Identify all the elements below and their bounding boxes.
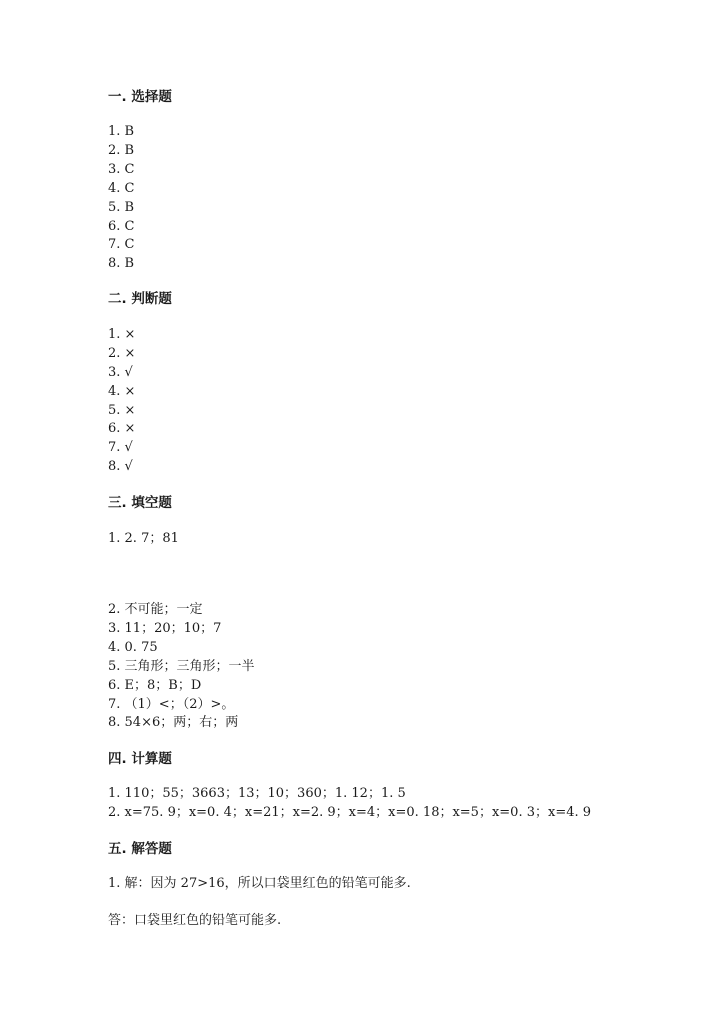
judgment-answer-4: 4. × — [108, 384, 136, 399]
judgment-answer-2: 2. × — [108, 346, 136, 361]
section-title-fill-blank: 三. 填空题 — [108, 495, 172, 511]
judgment-answer-1: 1. × — [108, 327, 136, 342]
solution-answer: 答：口袋里红色的铅笔可能多. — [108, 913, 282, 928]
solution-step-1: 1. 解：因为 27>16，所以口袋里红色的铅笔可能多. — [108, 876, 411, 891]
choice-answer-2: 2. B — [108, 143, 135, 158]
judgment-answer-3: 3. √ — [108, 365, 133, 380]
section-title-calculation: 四. 计算题 — [108, 751, 172, 767]
choice-answer-3: 3. C — [108, 162, 135, 177]
fill-answer-5: 5. 三角形；三角形；一半 — [108, 659, 255, 674]
choice-answer-7: 7. C — [108, 237, 135, 252]
section-title-solution: 五. 解答题 — [108, 841, 172, 857]
fill-answer-7: 7. （1）<；（2）>。 — [108, 697, 235, 712]
judgment-answer-5: 5. × — [108, 403, 136, 418]
judgment-answer-6: 6. × — [108, 421, 136, 436]
choice-answer-4: 4. C — [108, 181, 135, 196]
fill-answer-1: 1. 2. 7；81 — [108, 531, 179, 546]
section-title-judgment: 二. 判断题 — [108, 291, 172, 307]
calc-answer-2: 2. x=75. 9；x=0. 4；x=21；x=2. 9；x=4；x=0. 18；x=5；x=0. 3；x=4. 9 — [108, 805, 592, 820]
choice-answer-1: 1. B — [108, 124, 135, 139]
judgment-answer-7: 7. √ — [108, 440, 133, 455]
section-title-choice: 一. 选择题 — [108, 89, 172, 105]
fill-answer-3: 3. 11；20；10；7 — [108, 621, 222, 636]
fill-answer-8: 8. 54×6；两；右；两 — [108, 715, 239, 730]
choice-answer-5: 5. B — [108, 200, 135, 215]
choice-answer-6: 6. C — [108, 219, 135, 234]
fill-answer-6: 6. E；8；B；D — [108, 678, 202, 693]
choice-answer-8: 8. B — [108, 256, 135, 271]
judgment-answer-8: 8. √ — [108, 459, 133, 474]
fill-answer-2: 2. 不可能；一定 — [108, 602, 203, 617]
fill-answer-4: 4. 0. 75 — [108, 640, 158, 655]
calc-answer-1: 1. 110；55；3663；13；10；360；1. 12；1. 5 — [108, 786, 406, 801]
